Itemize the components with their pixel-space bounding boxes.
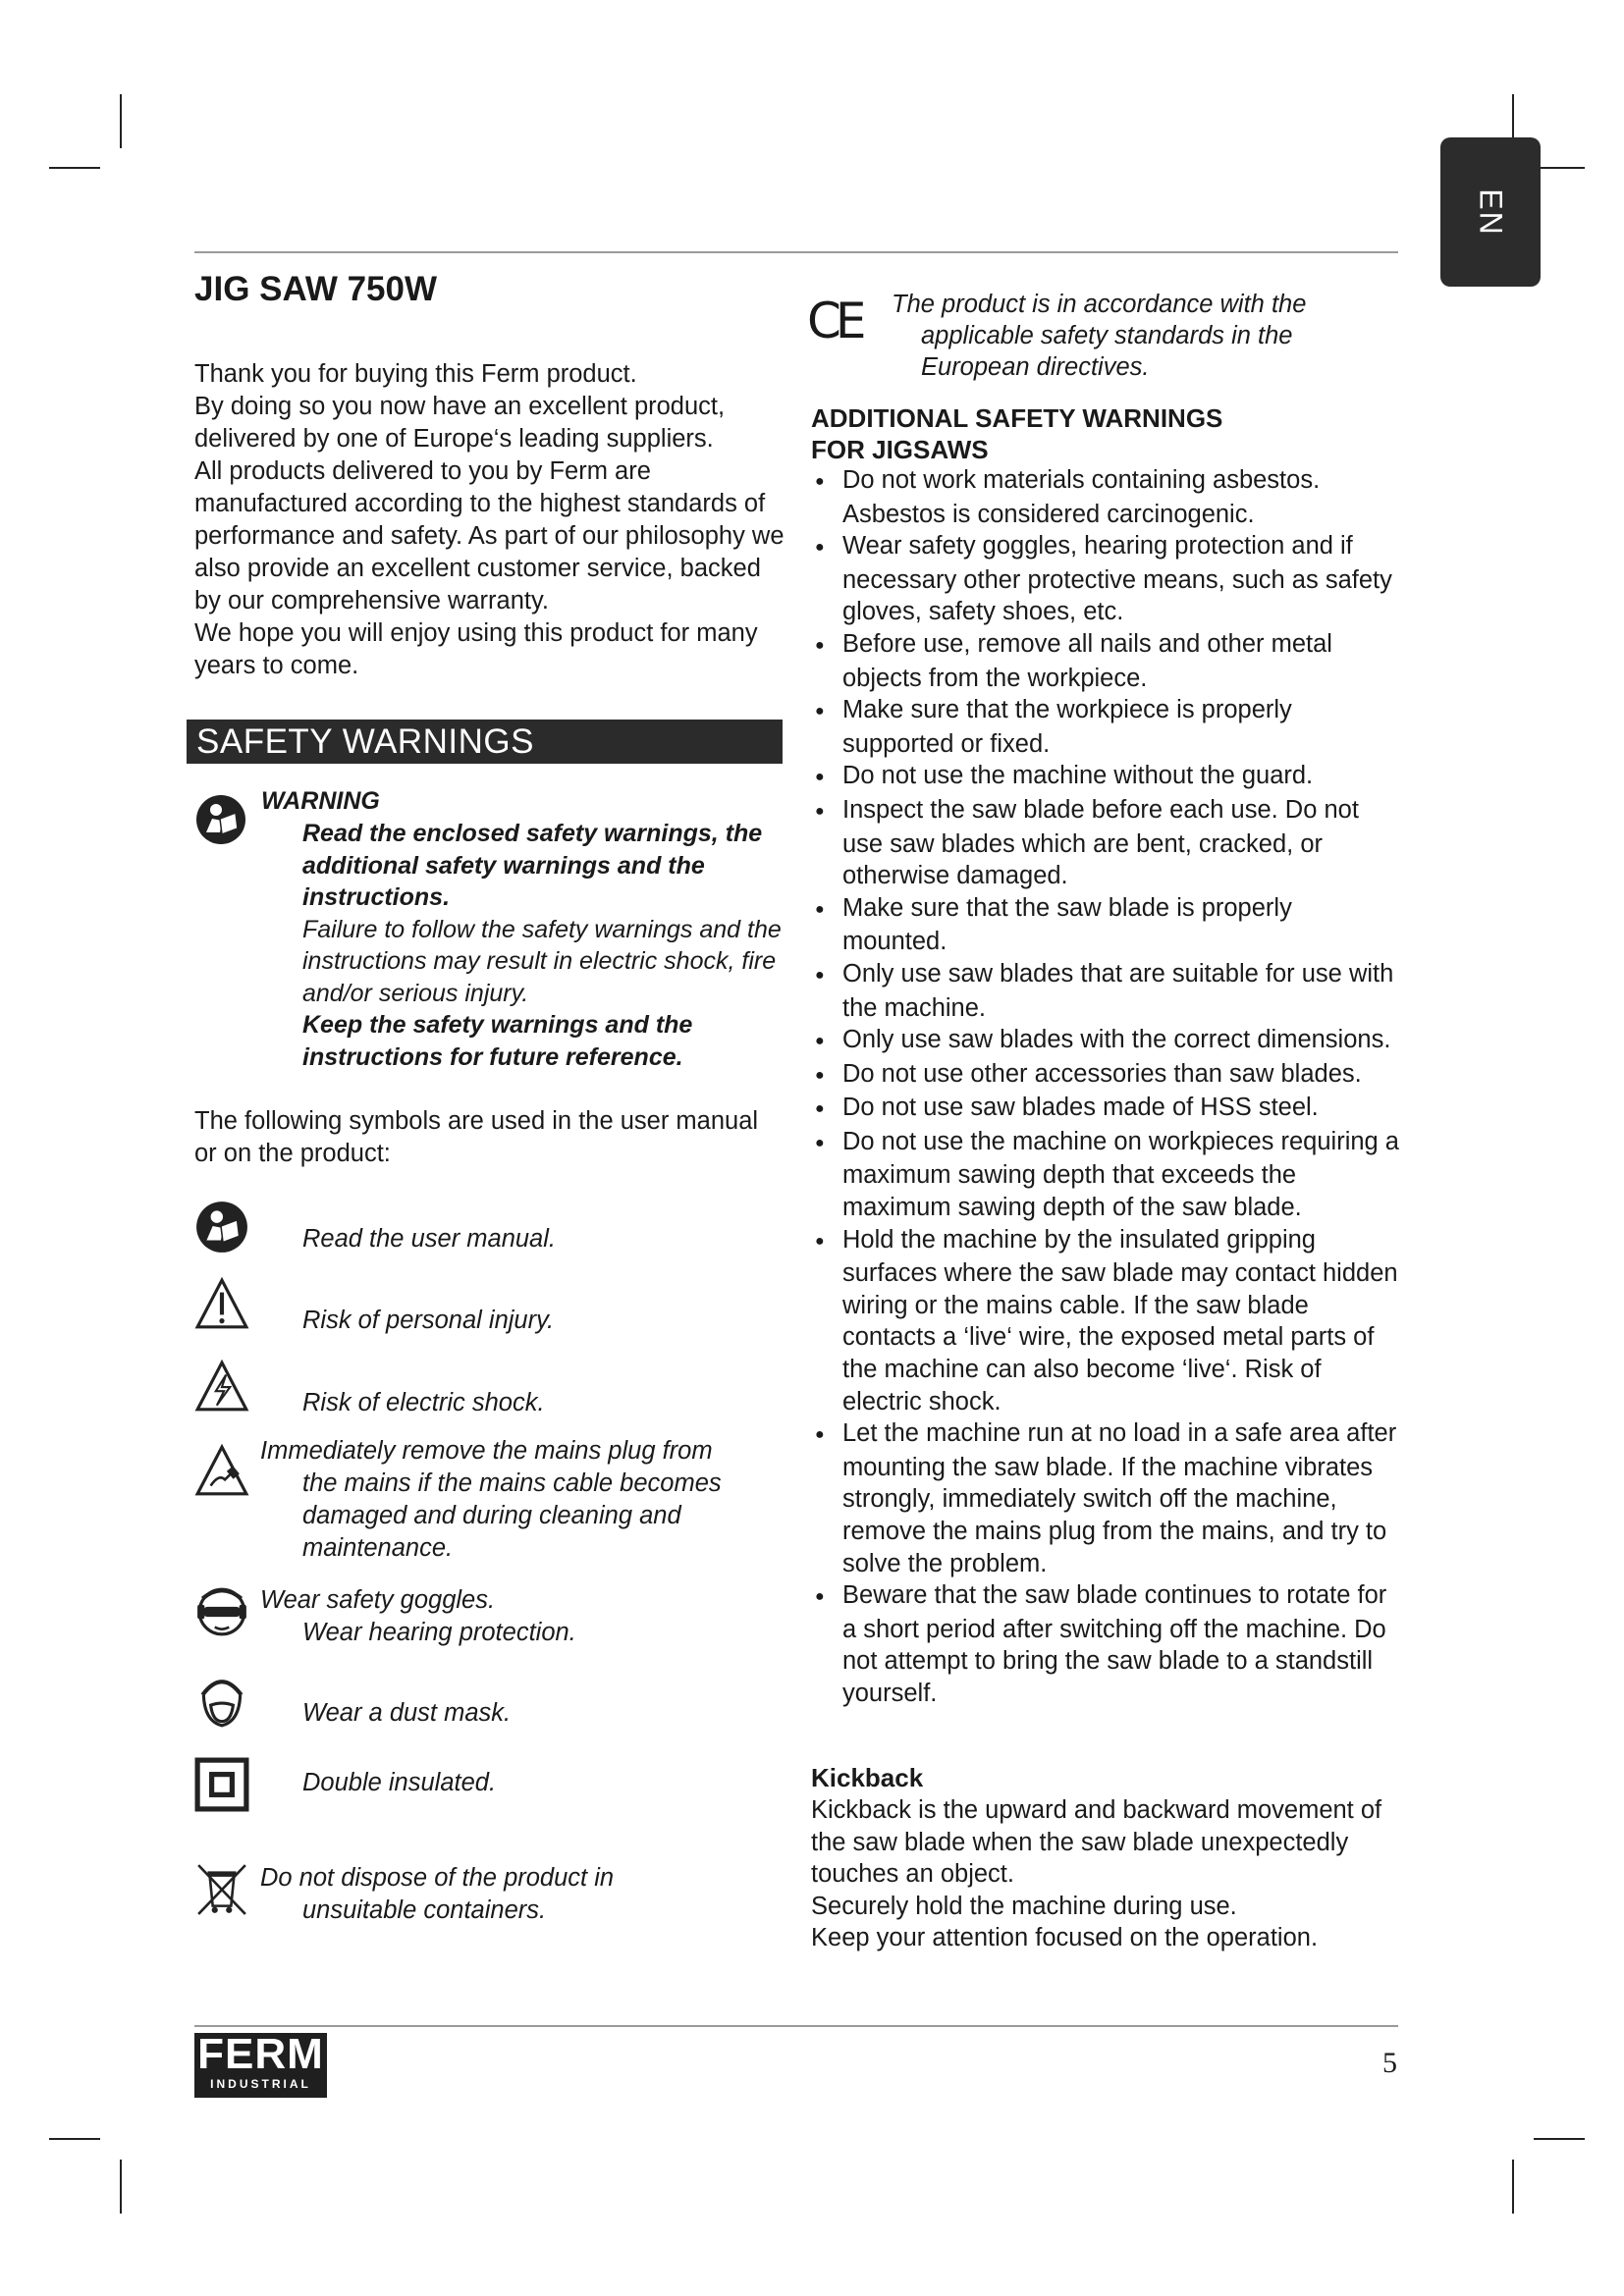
warning-triangle-icon [194, 1276, 249, 1331]
warning-keep: Keep the safety warnings and the instructions for future reference. [302, 1011, 693, 1071]
symbol-text: Wear a dust mask. [302, 1699, 512, 1727]
footer-rule [194, 2025, 1398, 2027]
intro-line: Thank you for buying this Ferm product. [194, 360, 637, 388]
list-item: ● Hold the machine by the insulated gripping surfaces where the saw blade may contact hidden wiring or the mains cable. If the saw blade contacts a ‘live‘ wire, the exposed metal parts of the machine can also become ‘live‘. Risk of electric shock. [815, 1225, 1398, 1415]
symbol-text: Immediately remove the mains plug from [260, 1437, 713, 1465]
intro-line: By doing so you now have an excellent product, delivered by one of Europe‘s leading suppliers. [194, 393, 726, 453]
additional-warnings-list [811, 464, 1400, 1710]
heading-line: ADDITIONAL SAFETY WARNINGS [811, 403, 1223, 433]
list-item: ● Inspect the saw blade before each use. Do not use saw blades which are bent, cracked, or otherwise damaged. [815, 795, 1359, 890]
list-item: ● Make sure that the workpiece is properly supported or fixed. [815, 696, 1292, 758]
kickback-para: Securely hold the machine during use. [811, 1892, 1237, 1920]
kickback-para: Keep your attention focused on the operation. [811, 1924, 1319, 1952]
list-item: ● Only use saw blades with the correct dimensions. [815, 1026, 1391, 1054]
ce-statement [882, 289, 1353, 383]
crop-mark [49, 167, 100, 169]
crop-mark [1512, 2160, 1514, 2214]
symbol-text: Risk of personal injury. [302, 1307, 555, 1334]
list-item: ● Do not work materials containing asbestos. Asbestos is considered carcinogenic. [815, 466, 1321, 528]
goggles-ear-icon [194, 1584, 249, 1639]
crop-mark [49, 2138, 100, 2140]
electric-shock-icon [194, 1359, 249, 1414]
crop-mark [1534, 167, 1585, 169]
safety-warnings-heading: SAFETY WARNINGS [187, 720, 783, 764]
additional-warnings-heading [811, 402, 1361, 465]
warning-body [302, 818, 793, 1073]
header-rule [194, 251, 1398, 253]
symbol-text: Wear hearing protection. [302, 1619, 576, 1646]
double-insulated-icon [194, 1757, 249, 1812]
intro-line: All products delivered to you by Ferm are manufactured according to the highest standards of performance and safety. As part of our philosophy we also provide an excellent customer service, backed by our comprehensive warranty. [194, 457, 785, 614]
weee-bin-icon [194, 1861, 249, 1916]
heading-line: FOR JIGSAWS [811, 435, 989, 464]
symbol-text: unsuitable containers. [302, 1896, 547, 1924]
list-item: ● Do not use other accessories than saw blades. [815, 1059, 1362, 1088]
kickback-heading: Kickback [811, 1763, 924, 1792]
warning-read-enclosed: Read the enclosed safety warnings, the additional safety warnings and the instructions. [302, 820, 763, 911]
crop-mark [120, 94, 122, 148]
symbol-text: Double insulated. [302, 1769, 497, 1796]
read-manual-icon [194, 1200, 249, 1255]
kickback-body [811, 1794, 1400, 1954]
warning-label: WARNING [261, 787, 380, 815]
symbol-text: Do not dispose of the product in [260, 1864, 615, 1892]
symbol-text: Read the user manual. [302, 1225, 556, 1253]
list-item: ● Make sure that the saw blade is properly mounted. [815, 893, 1292, 956]
warning-failure: Failure to follow the safety warnings and the instructions may result in electric shock, fire and/or serious injury. [302, 915, 782, 1007]
ferm-logo: FERM INDUSTRIAL [194, 2033, 327, 2098]
list-item: ● Do not use saw blades made of HSS steel. [815, 1094, 1319, 1122]
intro-text [194, 358, 793, 682]
crop-mark [120, 2160, 122, 2214]
ce-line: The product is in accordance with the [892, 291, 1307, 318]
dust-mask-icon [194, 1675, 249, 1730]
list-item: ● Before use, remove all nails and other metal objects from the workpiece. [815, 629, 1332, 692]
symbol-text: Wear safety goggles. [260, 1586, 496, 1614]
list-item: ● Do not use the machine without the guard. [815, 762, 1314, 790]
list-item: ● Only use saw blades that are suitable for use with the machine. [815, 959, 1394, 1022]
symbol-text: Risk of electric shock. [302, 1389, 545, 1416]
intro-line: We hope you will enjoy using this product for many years to come. [194, 619, 758, 679]
list-item: ● Let the machine run at no load in a safe area after mounting the saw blade. If the machine vibrates strongly, immediately switch off the machine, remove the mains plug from the mains, and try to solve the problem. [815, 1419, 1397, 1577]
language-tab: EN [1440, 137, 1541, 287]
ce-line: applicable safety standards in the European directives. [921, 322, 1293, 381]
crop-mark [1534, 2138, 1585, 2140]
ce-mark: CE [807, 293, 861, 349]
symbols-intro: The following symbols are used in the user manual or on the product: [194, 1107, 759, 1167]
unplug-icon [194, 1443, 249, 1498]
page-title: JIG SAW 750W [194, 270, 438, 308]
kickback-para: Kickback is the upward and backward movement of the saw blade when the saw blade unexpectedly touches an object. [811, 1796, 1382, 1889]
symbol-text: the mains if the mains cable becomes damaged and during cleaning and maintenance. [302, 1469, 722, 1562]
page-number: 5 [1382, 2047, 1397, 2079]
list-item: ● Beware that the saw blade continues to rotate for a short period after switching off the machine. Do not attempt to bring the saw blade to a standstill yourself. [815, 1581, 1387, 1707]
read-manual-icon [194, 793, 247, 846]
list-item: ● Do not use the machine on workpieces requiring a maximum sawing depth that exceeds the maximum sawing depth of the saw blade. [815, 1127, 1399, 1222]
list-item: ● Wear safety goggles, hearing protection and if necessary other protective means, such as safety gloves, safety shoes, etc. [815, 532, 1392, 626]
